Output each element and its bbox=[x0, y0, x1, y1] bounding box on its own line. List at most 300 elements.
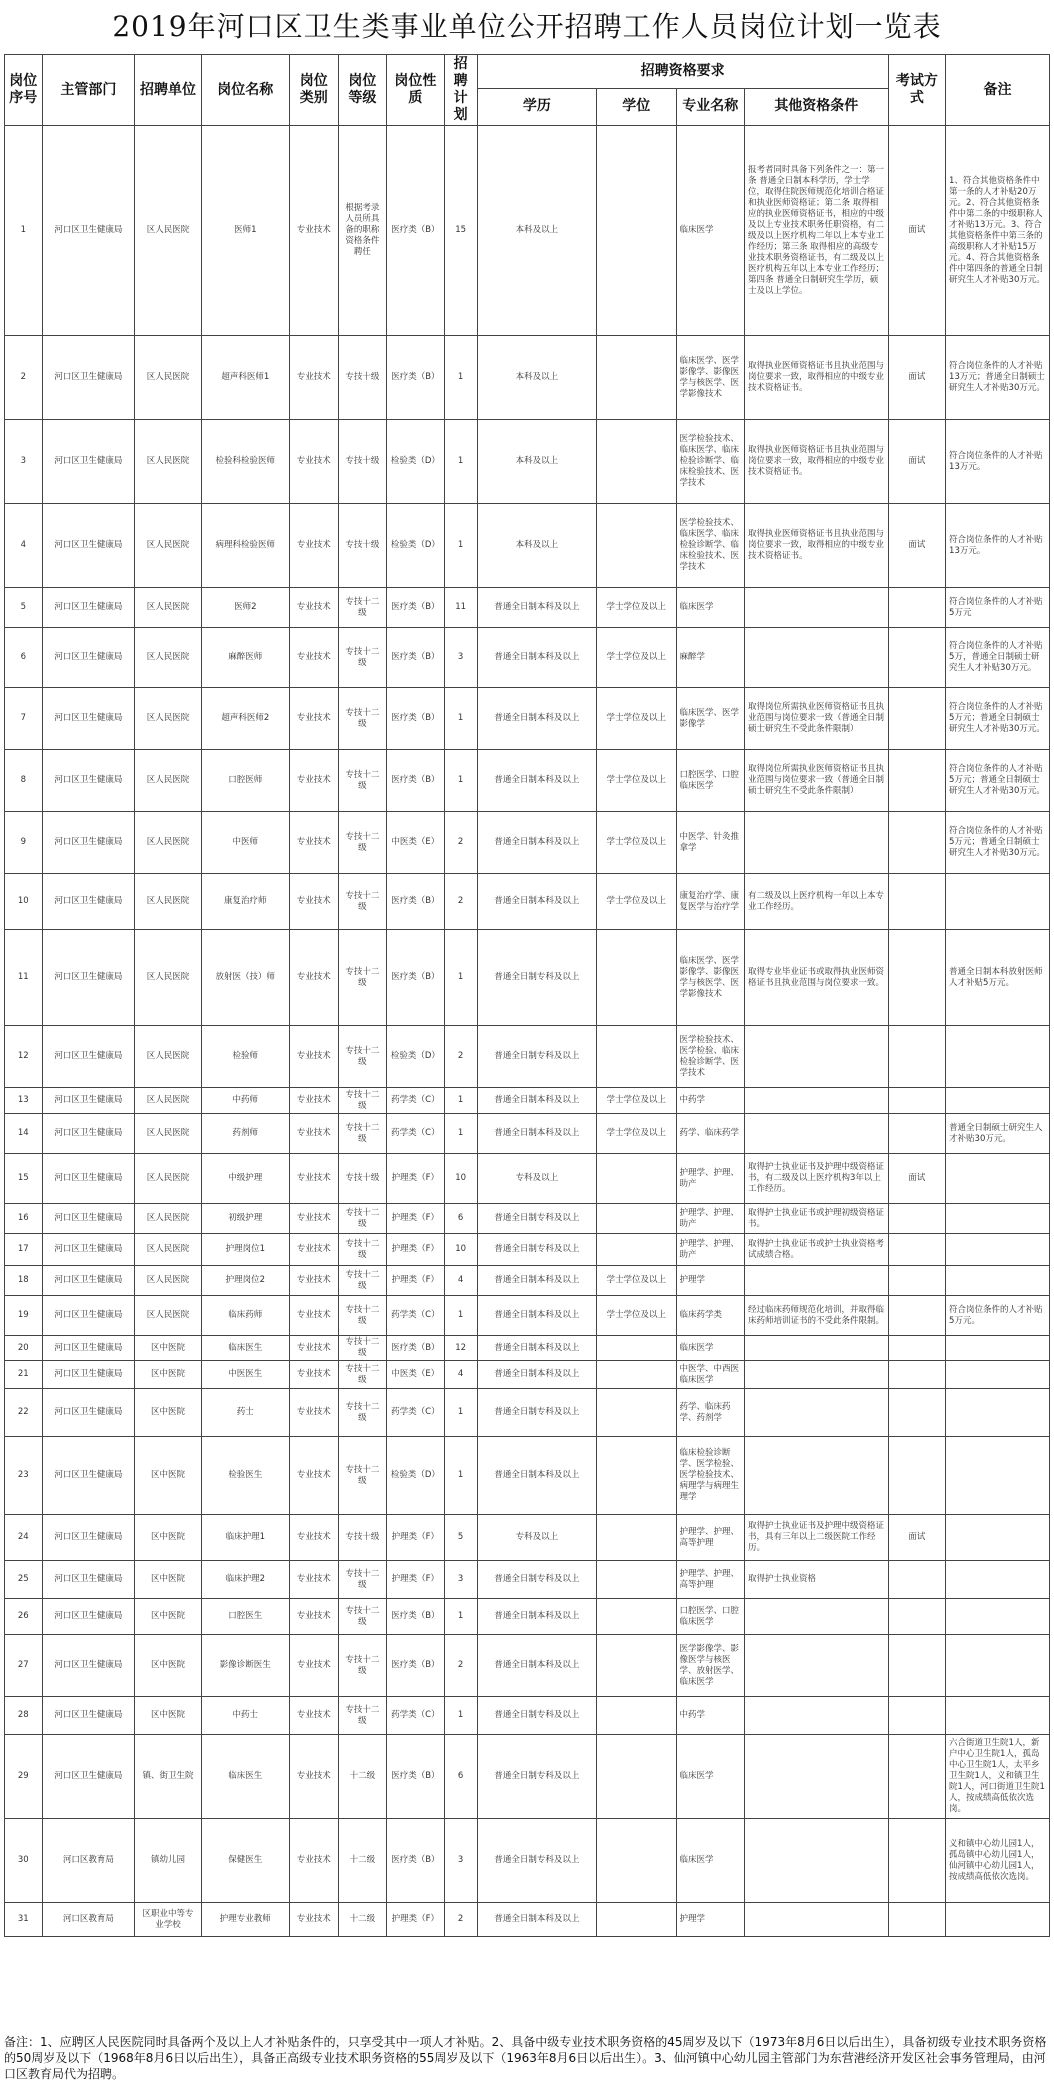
cell-seq: 23 bbox=[5, 1437, 43, 1515]
cell-degree bbox=[597, 1635, 677, 1697]
header-nature: 岗位性质 bbox=[387, 55, 444, 126]
table-row bbox=[5, 336, 1050, 420]
cell-edu: 普通全日制专科及以上 bbox=[477, 1234, 596, 1266]
cell-category: 专业技术 bbox=[289, 1437, 338, 1515]
cell-plan: 1 bbox=[444, 688, 477, 750]
cell-major: 中药学 bbox=[676, 1697, 744, 1735]
cell-seq: 12 bbox=[5, 1026, 43, 1088]
cell-plan: 2 bbox=[444, 1026, 477, 1088]
cell-unit: 区人民医院 bbox=[135, 874, 201, 930]
cell-nature: 药学类（C） bbox=[387, 1114, 444, 1154]
cell-dept: 河口区卫生健康局 bbox=[42, 1515, 135, 1561]
cell-plan: 6 bbox=[444, 1735, 477, 1819]
table-row bbox=[5, 588, 1050, 628]
cell-unit: 镇、街卫生院 bbox=[135, 1735, 201, 1819]
cell-dept: 河口区卫生健康局 bbox=[42, 126, 135, 336]
cell-major: 临床医学 bbox=[676, 126, 744, 336]
cell-edu: 本科及以上 bbox=[477, 336, 596, 420]
cell-dept: 河口区卫生健康局 bbox=[42, 1296, 135, 1336]
cell-remark: 符合岗位条件的人才补贴5万元；普通全日制硕士研究生人才补贴30万元。 bbox=[946, 750, 1050, 812]
cell-other bbox=[745, 1336, 889, 1361]
cell-category: 专业技术 bbox=[289, 1361, 338, 1389]
cell-degree bbox=[597, 1599, 677, 1635]
cell-edu: 普通全日制本科及以上 bbox=[477, 812, 596, 874]
cell-unit: 区人民医院 bbox=[135, 688, 201, 750]
cell-remark bbox=[946, 1234, 1050, 1266]
cell-edu: 本科及以上 bbox=[477, 504, 596, 588]
header-edu: 学历 bbox=[477, 88, 596, 125]
cell-category: 专业技术 bbox=[289, 126, 338, 336]
cell-remark: 符合岗位条件的人才补贴13万元。 bbox=[946, 420, 1050, 504]
table-row bbox=[5, 628, 1050, 688]
cell-degree bbox=[597, 1437, 677, 1515]
cell-degree: 学士学位及以上 bbox=[597, 628, 677, 688]
cell-dept: 河口区教育局 bbox=[42, 1903, 135, 1937]
cell-nature: 护理类（F） bbox=[387, 1234, 444, 1266]
cell-unit: 区中医院 bbox=[135, 1336, 201, 1361]
cell-category: 专业技术 bbox=[289, 874, 338, 930]
cell-plan: 1 bbox=[444, 1599, 477, 1635]
cell-major: 康复治疗学、康复医学与治疗学 bbox=[676, 874, 744, 930]
cell-nature: 护理类（F） bbox=[387, 1154, 444, 1204]
cell-unit: 区人民医院 bbox=[135, 1088, 201, 1114]
cell-plan: 1 bbox=[444, 1389, 477, 1437]
cell-edu: 普通全日制本科及以上 bbox=[477, 688, 596, 750]
cell-edu: 普通全日制本科及以上 bbox=[477, 1296, 596, 1336]
cell-post: 临床护理1 bbox=[201, 1515, 289, 1561]
table-row bbox=[5, 812, 1050, 874]
cell-major: 临床医学、医学影像学、影像医学与核医学、医学影像技术 bbox=[676, 930, 744, 1026]
cell-level: 专技十二级 bbox=[338, 1266, 387, 1296]
cell-dept: 河口区卫生健康局 bbox=[42, 1635, 135, 1697]
cell-nature: 医疗类（B） bbox=[387, 126, 444, 336]
cell-exam bbox=[888, 1088, 945, 1114]
cell-degree: 学士学位及以上 bbox=[597, 1114, 677, 1154]
cell-dept: 河口区卫生健康局 bbox=[42, 1026, 135, 1088]
table-row bbox=[5, 504, 1050, 588]
cell-remark bbox=[946, 1599, 1050, 1635]
cell-level: 专技十级 bbox=[338, 420, 387, 504]
cell-major: 临床医学 bbox=[676, 1336, 744, 1361]
cell-nature: 药学类（C） bbox=[387, 1697, 444, 1735]
cell-plan: 6 bbox=[444, 1204, 477, 1234]
cell-other: 报考者同时具备下列条件之一：第一条 普通全日制本科学历，学士学位，取得住院医师规范化培训合格证和执业医师资格证；第二条 取得相应的执业医师资格证书，相应的中级及以上专业技术职务任职资格，有二级及以上医疗机构二年以上本专业工作经历；第三条 取得相应的高级专业技术职务资格证书，有二级及以上医疗机构五年以上本专业工作经历；第四条 普通全日制研究生学历，硕士及以上学位。 bbox=[745, 126, 889, 336]
cell-category: 专业技术 bbox=[289, 1735, 338, 1819]
cell-major: 口腔医学、口腔临床医学 bbox=[676, 1599, 744, 1635]
cell-post: 临床医生 bbox=[201, 1336, 289, 1361]
cell-nature: 药学类（C） bbox=[387, 1088, 444, 1114]
cell-exam: 面试 bbox=[888, 1154, 945, 1204]
cell-exam bbox=[888, 1234, 945, 1266]
cell-seq: 22 bbox=[5, 1389, 43, 1437]
cell-post: 中药师 bbox=[201, 1088, 289, 1114]
cell-level: 专技十二级 bbox=[338, 1361, 387, 1389]
cell-level: 十二级 bbox=[338, 1735, 387, 1819]
cell-dept: 河口区卫生健康局 bbox=[42, 1561, 135, 1599]
cell-seq: 13 bbox=[5, 1088, 43, 1114]
cell-exam bbox=[888, 930, 945, 1026]
table-row bbox=[5, 1389, 1050, 1437]
cell-exam bbox=[888, 750, 945, 812]
cell-seq: 30 bbox=[5, 1819, 43, 1903]
cell-degree bbox=[597, 1336, 677, 1361]
cell-plan: 1 bbox=[444, 1114, 477, 1154]
cell-post: 医师2 bbox=[201, 588, 289, 628]
header-major: 专业名称 bbox=[676, 88, 744, 125]
table-row bbox=[5, 1026, 1050, 1088]
cell-edu: 普通全日制本科及以上 bbox=[477, 1266, 596, 1296]
cell-seq: 14 bbox=[5, 1114, 43, 1154]
cell-level: 专技十二级 bbox=[338, 1336, 387, 1361]
cell-exam: 面试 bbox=[888, 504, 945, 588]
cell-edu: 普通全日制本科及以上 bbox=[477, 1599, 596, 1635]
cell-seq: 6 bbox=[5, 628, 43, 688]
cell-unit: 区人民医院 bbox=[135, 126, 201, 336]
cell-unit: 区人民医院 bbox=[135, 750, 201, 812]
cell-post: 保健医生 bbox=[201, 1819, 289, 1903]
cell-post: 超声科医师2 bbox=[201, 688, 289, 750]
cell-other bbox=[745, 1114, 889, 1154]
cell-category: 专业技术 bbox=[289, 1154, 338, 1204]
cell-category: 专业技术 bbox=[289, 1697, 338, 1735]
table-row bbox=[5, 1561, 1050, 1599]
cell-degree: 学士学位及以上 bbox=[597, 1266, 677, 1296]
cell-category: 专业技术 bbox=[289, 1599, 338, 1635]
table-row bbox=[5, 1515, 1050, 1561]
cell-seq: 5 bbox=[5, 588, 43, 628]
cell-unit: 区人民医院 bbox=[135, 1234, 201, 1266]
cell-plan: 3 bbox=[444, 628, 477, 688]
cell-seq: 25 bbox=[5, 1561, 43, 1599]
cell-exam bbox=[888, 1735, 945, 1819]
cell-major: 护理学、护理、助产 bbox=[676, 1234, 744, 1266]
cell-post: 中级护理 bbox=[201, 1154, 289, 1204]
cell-exam: 面试 bbox=[888, 1515, 945, 1561]
cell-other: 取得执业医师资格证书且执业范围与岗位要求一致，取得相应的中级专业技术资格证书。 bbox=[745, 420, 889, 504]
cell-nature: 医疗类（B） bbox=[387, 628, 444, 688]
cell-major: 药学、临床药学、药剂学 bbox=[676, 1389, 744, 1437]
cell-major: 临床药学类 bbox=[676, 1296, 744, 1336]
cell-nature: 医疗类（B） bbox=[387, 750, 444, 812]
cell-major: 中医学、针灸推拿学 bbox=[676, 812, 744, 874]
cell-plan: 3 bbox=[444, 1561, 477, 1599]
cell-seq: 27 bbox=[5, 1635, 43, 1697]
cell-level: 专技十二级 bbox=[338, 874, 387, 930]
cell-unit: 区中医院 bbox=[135, 1697, 201, 1735]
cell-edu: 普通全日制本科及以上 bbox=[477, 1635, 596, 1697]
cell-unit: 镇幼儿园 bbox=[135, 1819, 201, 1903]
cell-unit: 区人民医院 bbox=[135, 1296, 201, 1336]
cell-edu: 普通全日制本科及以上 bbox=[477, 1361, 596, 1389]
cell-category: 专业技术 bbox=[289, 1903, 338, 1937]
cell-edu: 普通全日制本科及以上 bbox=[477, 1088, 596, 1114]
cell-unit: 区中医院 bbox=[135, 1599, 201, 1635]
cell-other: 取得执业医师资格证书且执业范围与岗位要求一致，取得相应的中级专业技术资格证书。 bbox=[745, 504, 889, 588]
cell-category: 专业技术 bbox=[289, 1114, 338, 1154]
cell-seq: 17 bbox=[5, 1234, 43, 1266]
cell-major: 口腔医学、口腔临床医学 bbox=[676, 750, 744, 812]
cell-nature: 检验类（D） bbox=[387, 1437, 444, 1515]
cell-category: 专业技术 bbox=[289, 1389, 338, 1437]
cell-edu: 普通全日制专科及以上 bbox=[477, 1026, 596, 1088]
cell-post: 中医医生 bbox=[201, 1361, 289, 1389]
cell-degree bbox=[597, 1819, 677, 1903]
cell-seq: 8 bbox=[5, 750, 43, 812]
cell-level: 专技十二级 bbox=[338, 628, 387, 688]
cell-exam: 面试 bbox=[888, 336, 945, 420]
cell-remark: 符合岗位条件的人才补贴5万，普通全日制硕士研究生人才补贴30万元。 bbox=[946, 628, 1050, 688]
cell-plan: 2 bbox=[444, 1635, 477, 1697]
cell-nature: 检验类（D） bbox=[387, 420, 444, 504]
page-title: 2019年河口区卫生类事业单位公开招聘工作人员岗位计划一览表 bbox=[112, 10, 942, 43]
cell-post: 临床医生 bbox=[201, 1735, 289, 1819]
cell-dept: 河口区卫生健康局 bbox=[42, 628, 135, 688]
cell-plan: 15 bbox=[444, 126, 477, 336]
cell-nature: 护理类（F） bbox=[387, 1266, 444, 1296]
cell-remark bbox=[946, 1515, 1050, 1561]
cell-other bbox=[745, 1088, 889, 1114]
header-other: 其他资格条件 bbox=[745, 88, 889, 125]
cell-exam bbox=[888, 874, 945, 930]
table-row bbox=[5, 126, 1050, 336]
cell-degree bbox=[597, 1204, 677, 1234]
cell-other: 取得护士执业证书或护士执业资格考试成绩合格。 bbox=[745, 1234, 889, 1266]
cell-plan: 2 bbox=[444, 874, 477, 930]
cell-remark bbox=[946, 1026, 1050, 1088]
cell-edu: 普通全日制本科及以上 bbox=[477, 588, 596, 628]
cell-dept: 河口区卫生健康局 bbox=[42, 504, 135, 588]
recruitment-table bbox=[4, 54, 1050, 1937]
cell-nature: 检验类（D） bbox=[387, 1026, 444, 1088]
cell-dept: 河口区卫生健康局 bbox=[42, 588, 135, 628]
cell-plan: 1 bbox=[444, 336, 477, 420]
header-unit: 招聘单位 bbox=[135, 55, 201, 126]
cell-seq: 18 bbox=[5, 1266, 43, 1296]
cell-category: 专业技术 bbox=[289, 930, 338, 1026]
cell-other: 有二级及以上医疗机构一年以上本专业工作经历。 bbox=[745, 874, 889, 930]
cell-category: 专业技术 bbox=[289, 750, 338, 812]
cell-degree bbox=[597, 1154, 677, 1204]
cell-other: 取得专业毕业证书或取得执业医师资格证书且执业范围与岗位要求一致。 bbox=[745, 930, 889, 1026]
cell-level: 专技十级 bbox=[338, 1515, 387, 1561]
cell-major: 临床医学 bbox=[676, 1735, 744, 1819]
header-requirements: 招聘资格要求 bbox=[477, 55, 888, 89]
table-row bbox=[5, 1204, 1050, 1234]
cell-plan: 1 bbox=[444, 1437, 477, 1515]
cell-post: 护理专业教师 bbox=[201, 1903, 289, 1937]
cell-degree: 学士学位及以上 bbox=[597, 1296, 677, 1336]
cell-level: 专技十二级 bbox=[338, 750, 387, 812]
table-row bbox=[5, 930, 1050, 1026]
table-row bbox=[5, 1336, 1050, 1361]
cell-edu: 普通全日制专科及以上 bbox=[477, 1561, 596, 1599]
cell-category: 专业技术 bbox=[289, 420, 338, 504]
cell-exam bbox=[888, 812, 945, 874]
cell-remark bbox=[946, 1088, 1050, 1114]
cell-other bbox=[745, 588, 889, 628]
cell-exam bbox=[888, 1204, 945, 1234]
cell-remark bbox=[946, 1204, 1050, 1234]
cell-exam bbox=[888, 1361, 945, 1389]
cell-exam bbox=[888, 588, 945, 628]
cell-major: 临床检验诊断学、医学检验、医学检验技术、病理学与病理生理学 bbox=[676, 1437, 744, 1515]
header-remark: 备注 bbox=[946, 55, 1050, 126]
cell-other: 取得护士执业证书或护理初级资格证书。 bbox=[745, 1204, 889, 1234]
cell-remark: 符合岗位条件的人才补贴5万元。 bbox=[946, 1296, 1050, 1336]
cell-exam bbox=[888, 1697, 945, 1735]
cell-plan: 12 bbox=[444, 1336, 477, 1361]
cell-edu: 普通全日制专科及以上 bbox=[477, 1389, 596, 1437]
cell-major: 药学、临床药学 bbox=[676, 1114, 744, 1154]
cell-seq: 11 bbox=[5, 930, 43, 1026]
cell-category: 专业技术 bbox=[289, 1234, 338, 1266]
table-row bbox=[5, 1697, 1050, 1735]
cell-degree bbox=[597, 930, 677, 1026]
cell-seq: 28 bbox=[5, 1697, 43, 1735]
cell-post: 检验师 bbox=[201, 1026, 289, 1088]
cell-other bbox=[745, 1361, 889, 1389]
cell-seq: 19 bbox=[5, 1296, 43, 1336]
table-row bbox=[5, 1266, 1050, 1296]
cell-edu: 普通全日制本科及以上 bbox=[477, 1336, 596, 1361]
cell-remark bbox=[946, 874, 1050, 930]
cell-seq: 1 bbox=[5, 126, 43, 336]
cell-major: 医学检验技术、临床医学、临床检验诊断学、临床检验技术、医学技术 bbox=[676, 420, 744, 504]
header-exam: 考试方式 bbox=[888, 55, 945, 126]
cell-seq: 24 bbox=[5, 1515, 43, 1561]
cell-degree bbox=[597, 1389, 677, 1437]
cell-nature: 医疗类（B） bbox=[387, 688, 444, 750]
cell-seq: 15 bbox=[5, 1154, 43, 1204]
header-plan: 招聘计划 bbox=[444, 55, 477, 126]
cell-other bbox=[745, 1026, 889, 1088]
cell-major: 临床医学、医学影像学 bbox=[676, 688, 744, 750]
cell-other bbox=[745, 1599, 889, 1635]
cell-remark: 符合岗位条件的人才补贴13万元；普通全日制硕士研究生人才补贴30万元。 bbox=[946, 336, 1050, 420]
cell-remark: 符合岗位条件的人才补贴5万元；普通全日制硕士研究生人才补贴30万元。 bbox=[946, 688, 1050, 750]
cell-level: 十二级 bbox=[338, 1903, 387, 1937]
cell-edu: 普通全日制专科及以上 bbox=[477, 1735, 596, 1819]
cell-remark: 1、符合其他资格条件中第一条的人才补贴20万元。2、符合其他资格条件中第二条的中级职称人才补贴13万元。3、符合其他资格条件中第三条的高级职称人才补贴15万元。4、符合其他资格条件中第四条的普通全日制研究生人才补贴30万元。 bbox=[946, 126, 1050, 336]
cell-plan: 1 bbox=[444, 1088, 477, 1114]
cell-dept: 河口区卫生健康局 bbox=[42, 1204, 135, 1234]
cell-post: 护理岗位2 bbox=[201, 1266, 289, 1296]
cell-category: 专业技术 bbox=[289, 504, 338, 588]
cell-edu: 普通全日制本科及以上 bbox=[477, 628, 596, 688]
cell-nature: 医疗类（B） bbox=[387, 588, 444, 628]
cell-degree: 学士学位及以上 bbox=[597, 812, 677, 874]
cell-level: 专技十二级 bbox=[338, 1599, 387, 1635]
cell-major: 中药学 bbox=[676, 1088, 744, 1114]
cell-remark: 六合街道卫生院1人，新户中心卫生院1人，孤岛中心卫生院1人，太平乡卫生院1人，义和镇卫生院1人，河口街道卫生院1人，按成绩高低依次选岗。 bbox=[946, 1735, 1050, 1819]
table-row bbox=[5, 1437, 1050, 1515]
cell-degree bbox=[597, 1697, 677, 1735]
cell-unit: 区中医院 bbox=[135, 1635, 201, 1697]
table-row bbox=[5, 1903, 1050, 1937]
table-row bbox=[5, 420, 1050, 504]
cell-other bbox=[745, 1437, 889, 1515]
cell-nature: 医疗类（B） bbox=[387, 874, 444, 930]
cell-major: 护理学 bbox=[676, 1903, 744, 1937]
cell-major: 护理学、护理、助产 bbox=[676, 1154, 744, 1204]
cell-post: 中药士 bbox=[201, 1697, 289, 1735]
cell-dept: 河口区卫生健康局 bbox=[42, 1234, 135, 1266]
cell-nature: 医疗类（B） bbox=[387, 1336, 444, 1361]
cell-dept: 河口区教育局 bbox=[42, 1819, 135, 1903]
cell-edu: 普通全日制本科及以上 bbox=[477, 874, 596, 930]
cell-level: 专技十二级 bbox=[338, 688, 387, 750]
cell-nature: 药学类（C） bbox=[387, 1389, 444, 1437]
cell-exam bbox=[888, 1114, 945, 1154]
cell-other bbox=[745, 1266, 889, 1296]
cell-degree bbox=[597, 1234, 677, 1266]
cell-remark: 符合岗位条件的人才补贴13万元。 bbox=[946, 504, 1050, 588]
cell-plan: 1 bbox=[444, 504, 477, 588]
cell-nature: 药学类（C） bbox=[387, 1296, 444, 1336]
cell-remark: 符合岗位条件的人才补贴5万元；普通全日制硕士研究生人才补贴30万元。 bbox=[946, 812, 1050, 874]
header-level: 岗位等级 bbox=[338, 55, 387, 126]
cell-nature: 医疗类（B） bbox=[387, 1635, 444, 1697]
cell-major: 医学检验技术、临床医学、临床检验诊断学、临床检验技术、医学技术 bbox=[676, 504, 744, 588]
cell-unit: 区中医院 bbox=[135, 1361, 201, 1389]
cell-other bbox=[745, 1635, 889, 1697]
cell-unit: 区人民医院 bbox=[135, 930, 201, 1026]
cell-post: 麻醉医师 bbox=[201, 628, 289, 688]
cell-exam bbox=[888, 1599, 945, 1635]
cell-remark bbox=[946, 1389, 1050, 1437]
table-row bbox=[5, 1635, 1050, 1697]
cell-post: 超声科医师1 bbox=[201, 336, 289, 420]
cell-degree: 学士学位及以上 bbox=[597, 874, 677, 930]
header-degree: 学位 bbox=[597, 88, 677, 125]
cell-seq: 31 bbox=[5, 1903, 43, 1937]
cell-post: 护理岗位1 bbox=[201, 1234, 289, 1266]
cell-exam bbox=[888, 688, 945, 750]
cell-unit: 区人民医院 bbox=[135, 336, 201, 420]
cell-dept: 河口区卫生健康局 bbox=[42, 1697, 135, 1735]
cell-seq: 2 bbox=[5, 336, 43, 420]
cell-post: 康复治疗师 bbox=[201, 874, 289, 930]
cell-dept: 河口区卫生健康局 bbox=[42, 1599, 135, 1635]
cell-post: 检验科检验医师 bbox=[201, 420, 289, 504]
cell-plan: 1 bbox=[444, 420, 477, 504]
cell-dept: 河口区卫生健康局 bbox=[42, 1336, 135, 1361]
cell-level: 专技十级 bbox=[338, 336, 387, 420]
cell-major: 医学检验技术、医学检验、临床检验诊断学、医学技术 bbox=[676, 1026, 744, 1088]
table-row bbox=[5, 1234, 1050, 1266]
cell-unit: 区人民医院 bbox=[135, 1114, 201, 1154]
cell-post: 中医师 bbox=[201, 812, 289, 874]
cell-seq: 3 bbox=[5, 420, 43, 504]
cell-edu: 普通全日制专科及以上 bbox=[477, 1697, 596, 1735]
cell-other: 取得执业医师资格证书且执业范围与岗位要求一致，取得相应的中级专业技术资格证书。 bbox=[745, 336, 889, 420]
cell-seq: 9 bbox=[5, 812, 43, 874]
cell-unit: 区人民医院 bbox=[135, 588, 201, 628]
cell-other bbox=[745, 628, 889, 688]
cell-category: 专业技术 bbox=[289, 1088, 338, 1114]
cell-degree bbox=[597, 336, 677, 420]
cell-remark bbox=[946, 1437, 1050, 1515]
cell-plan: 4 bbox=[444, 1361, 477, 1389]
cell-post: 药士 bbox=[201, 1389, 289, 1437]
cell-exam bbox=[888, 1266, 945, 1296]
cell-category: 专业技术 bbox=[289, 1026, 338, 1088]
cell-exam bbox=[888, 1903, 945, 1937]
cell-nature: 医疗类（B） bbox=[387, 1735, 444, 1819]
cell-remark: 符合岗位条件的人才补贴5万元 bbox=[946, 588, 1050, 628]
cell-other bbox=[745, 1735, 889, 1819]
cell-level: 专技十二级 bbox=[338, 1561, 387, 1599]
